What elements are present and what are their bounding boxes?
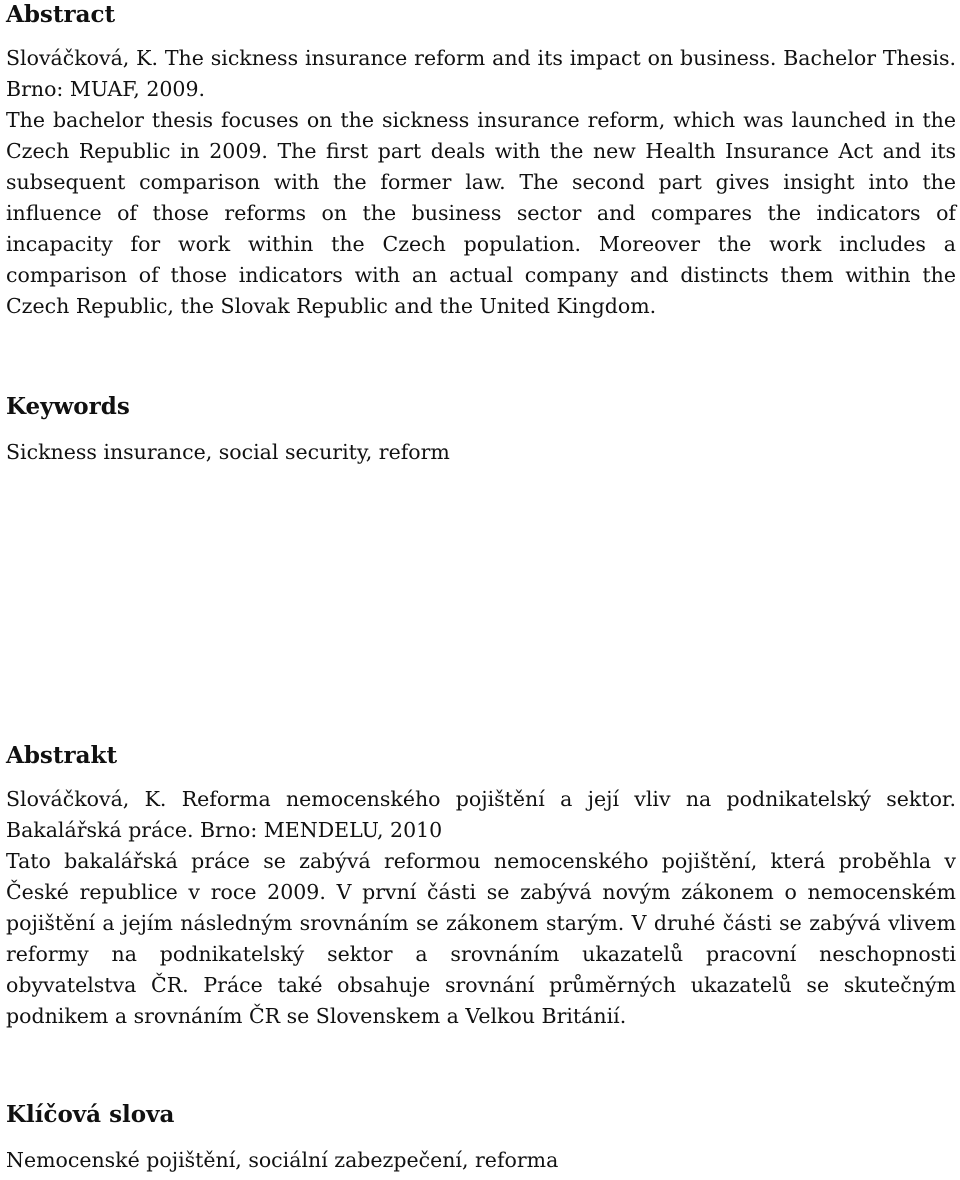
abstrakt-body: Tato bakalářská práce se zabývá reformou nemocenského pojištění, která proběhla v České republice v roce 2009. V první části se zabývá novým zákonem o nemocenském pojištění a jejím následným srovnáním se zákonem starým. V druhé části se zabývá vlivem reformy na podnikatelský sektor a srovnáním ukazatelů pracovní neschopnosti obyvatelstva ČR. Práce také obsahuje srovnání průměrných ukazatelů se skutečným podnikem a srovnáním ČR se Slovenskem a Velkou Británií. xyxy=(6,849,956,1028)
keywords-heading: Keywords xyxy=(6,393,130,420)
abstract-heading: Abstract xyxy=(6,1,116,28)
klicova-slova-text: Nemocenské pojištění, sociální zabezpečení, reforma xyxy=(6,1148,559,1172)
abstrakt-citation: Slováčková, K. Reforma nemocenského pojištění a její vliv na podnikatelský sektor. Bakalářská práce. Brno: MENDELU, 2010 xyxy=(6,787,956,842)
keywords-text: Sickness insurance, social security, reform xyxy=(6,440,450,464)
klicova-slova-heading: Klíčová slova xyxy=(6,1101,175,1128)
abstract-citation: Slováčková, K. The sickness insurance reform and its impact on business. Bachelor Thesis. Brno: MUAF, 2009. xyxy=(6,46,956,101)
abstract-body: The bachelor thesis focuses on the sickness insurance reform, which was launched in the Czech Republic in 2009. The first part deals with the new Health Insurance Act and its subsequent comparison with the former law. The second part gives insight into the influence of those reforms on the business sector and compares the indicators of incapacity for work within the Czech population. Moreover the work includes a comparison of those indicators with an actual company and distincts them within the Czech Republic, the Slovak Republic and the United Kingdom. xyxy=(6,108,956,318)
abstrakt-heading: Abstrakt xyxy=(6,742,118,769)
abstrakt-section xyxy=(6,784,956,1032)
abstract-section xyxy=(6,43,956,322)
